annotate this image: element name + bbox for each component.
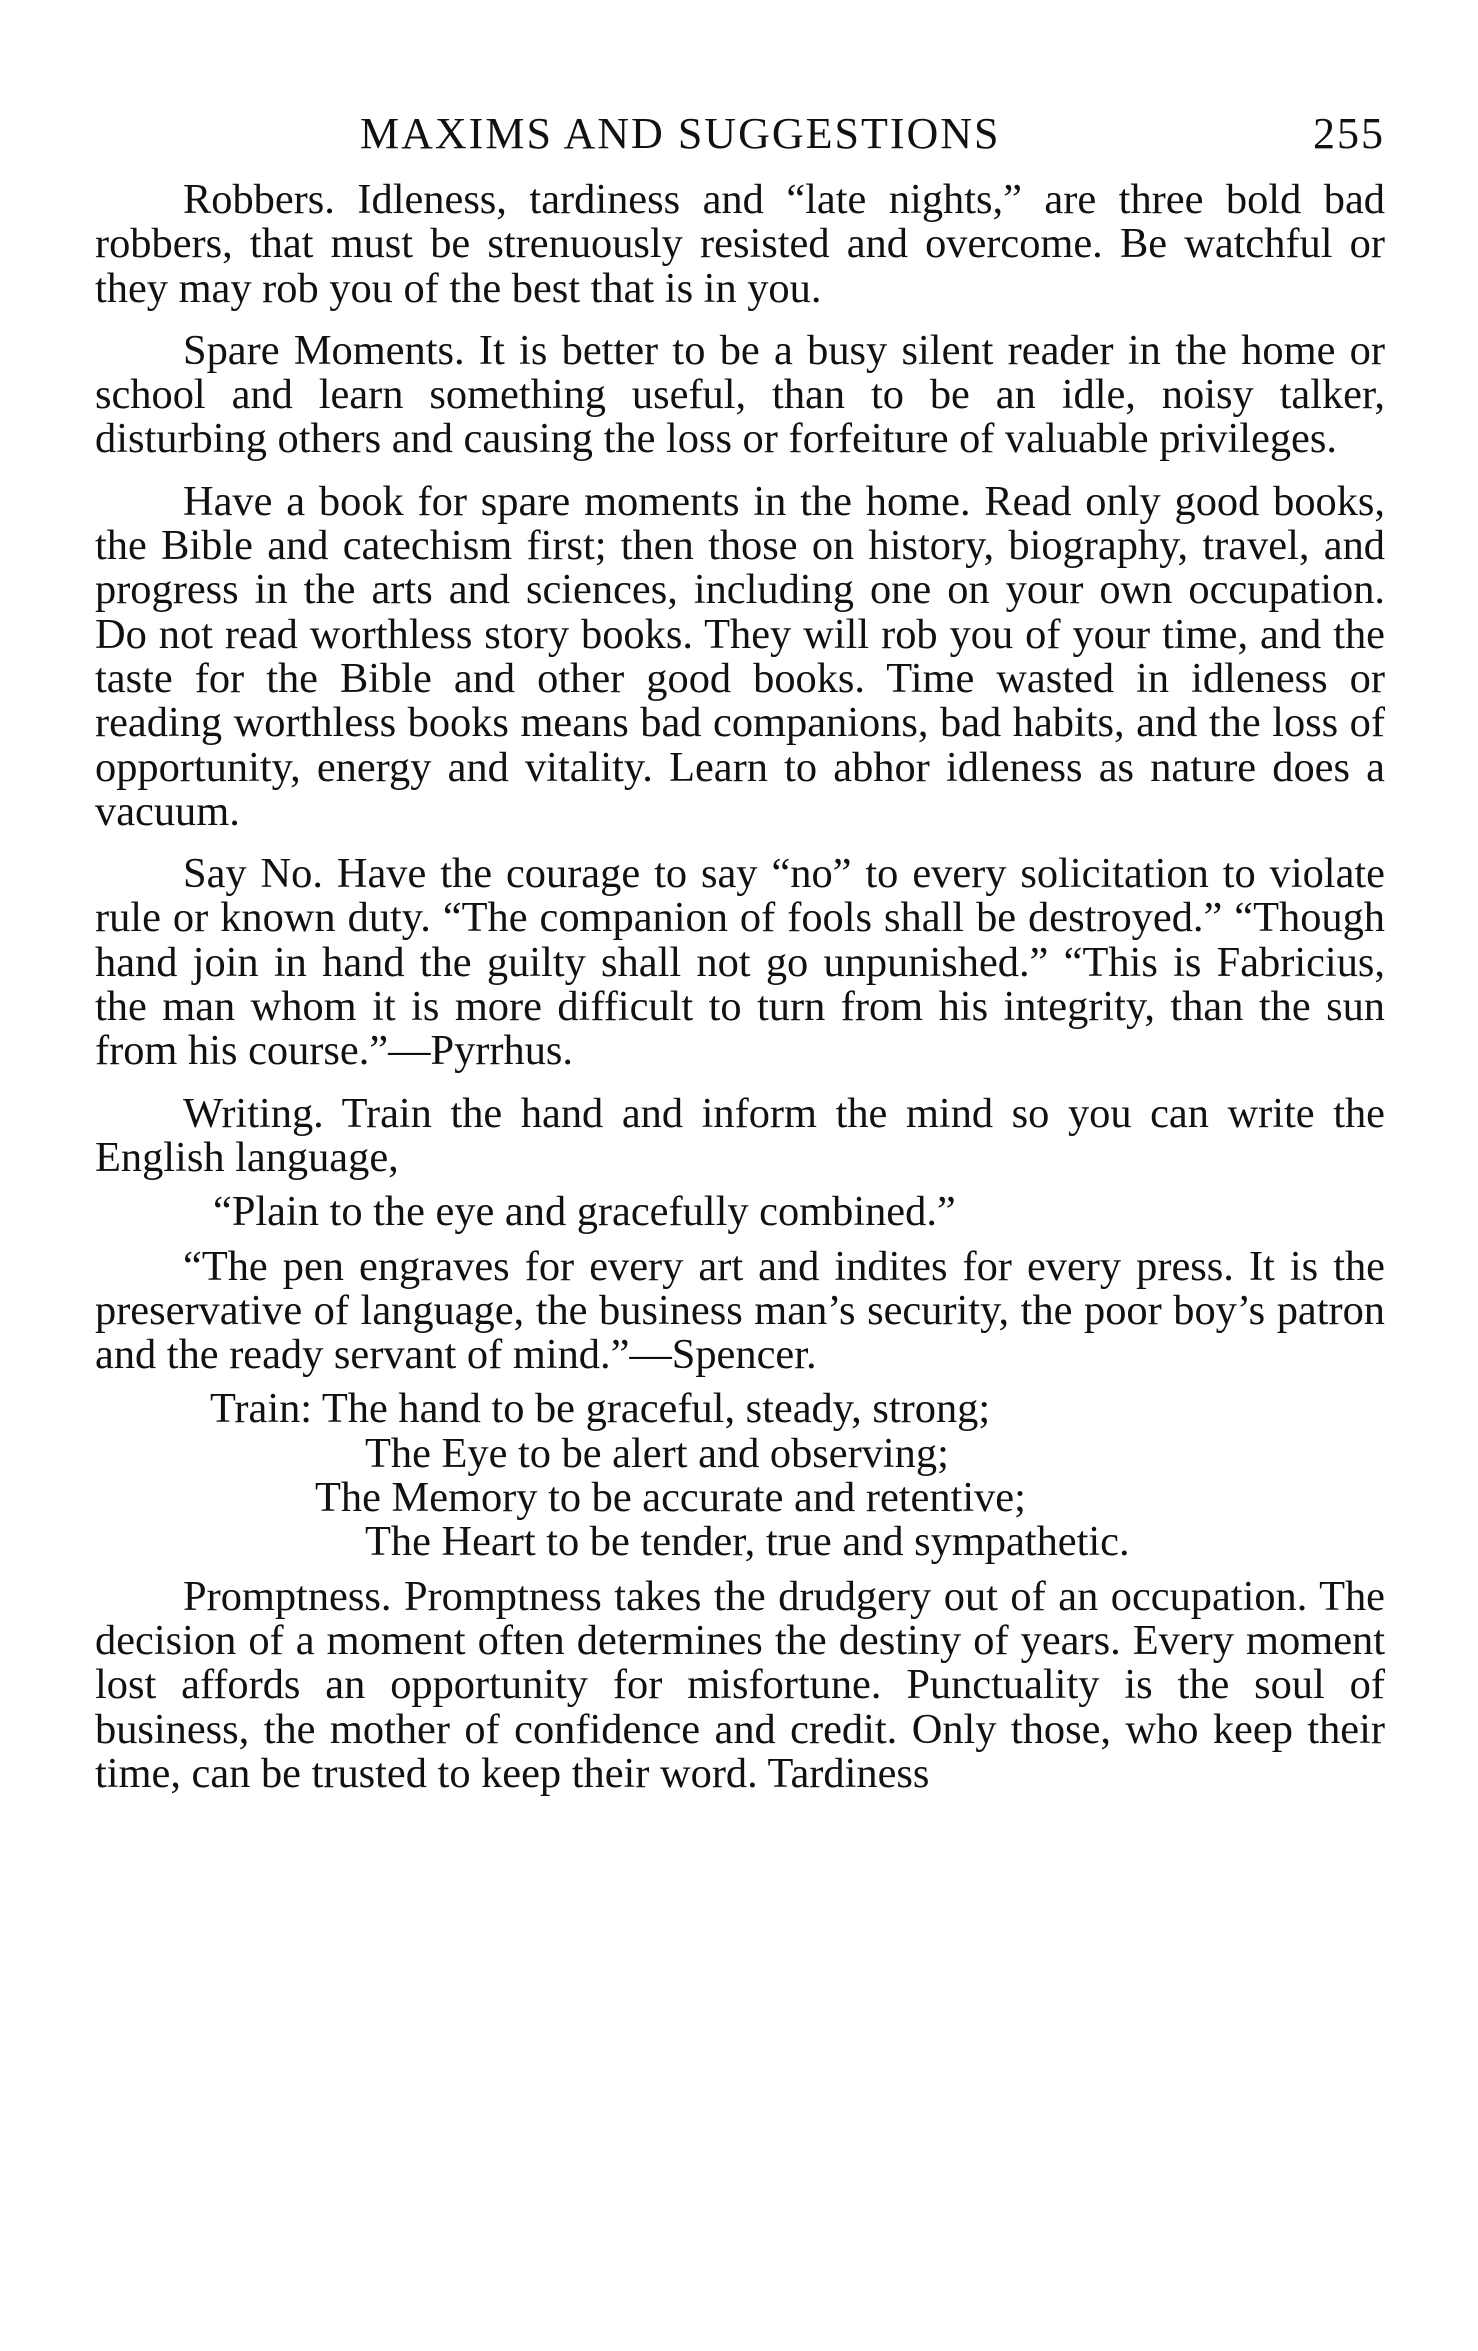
train-verse xyxy=(210,1387,1385,1564)
verse-line: Train: The hand to be graceful, steady, strong; xyxy=(210,1385,991,1433)
paragraph-say-no: Say No. Have the courage to say “no” to every solicitation to violate rule or known duty. “The companion of fools shall be destroyed.” “Though hand join in hand the guilty shall not go unpunished.” “This is Fabricius, the man whom it is more difficult to turn from his integrity, than the sun from his course.”—Pyrrhus. xyxy=(95,850,1385,1075)
paragraph-pen-quote: “The pen engraves for every art and indites for every press. It is the preservative of language, the business man’s security, the poor boy’s patron and the ready servant of mind.”—Spencer. xyxy=(95,1242,1385,1379)
running-title: MAXIMS AND SUGGESTIONS xyxy=(360,109,1001,158)
quote-plain-to-the-eye: “Plain to the eye and gracefully combined.” xyxy=(213,1188,956,1236)
paragraph-writing: Writing. Train the hand and inform the mind so you can write the English language, xyxy=(95,1089,1385,1181)
page-number: 255 xyxy=(1313,109,1385,158)
paragraph-gap xyxy=(95,1074,1385,1092)
paragraph-robbers: Robbers. Idleness, tardiness and “late nights,” are three bold bad robbers, that must be strenuously resisted and overcome. Be watchful or they may rob you of the best that is in you. xyxy=(95,176,1385,312)
verse-line: The Eye to be alert and observing; xyxy=(365,1429,949,1477)
book-page xyxy=(95,108,1385,1796)
paragraph-promptness: Promptness. Promptness takes the drudgery out of an occupation. The decision of a moment often determines the destiny of years. Every moment lost affords an opportunity for misfortune. Punctuality is the soul of business, the mother of confidence and credit. Only those, who keep their time, can be trusted to keep their word. Tardiness xyxy=(95,1572,1385,1797)
paragraph-spare-moments: Spare Moments. It is better to be a busy silent reader in the home or school and learn something useful, than to be an idle, noisy talker, disturbing others and causing the loss or forfeiture of valuable privileges. xyxy=(95,326,1385,463)
running-header xyxy=(95,108,1385,178)
verse-line: The Memory to be accurate and retentive; xyxy=(315,1474,1026,1522)
paragraph-book-spare-moments: Have a book for spare moments in the home. Read only good books, the Bible and catechism first; then those on history, biography, travel, and progress in the arts and sciences, including one on your own occupation. Do not read worthless story books. They will rob you of your time, and the taste for the Bible and other good books. Time wasted in idleness or reading worthless books means bad companions, bad habits, and the loss of opportunity, energy and vitality. Learn to abhor idleness as nature does a vacuum. xyxy=(95,477,1385,835)
verse-line: The Heart to be tender, true and sympathetic. xyxy=(365,1518,1130,1566)
